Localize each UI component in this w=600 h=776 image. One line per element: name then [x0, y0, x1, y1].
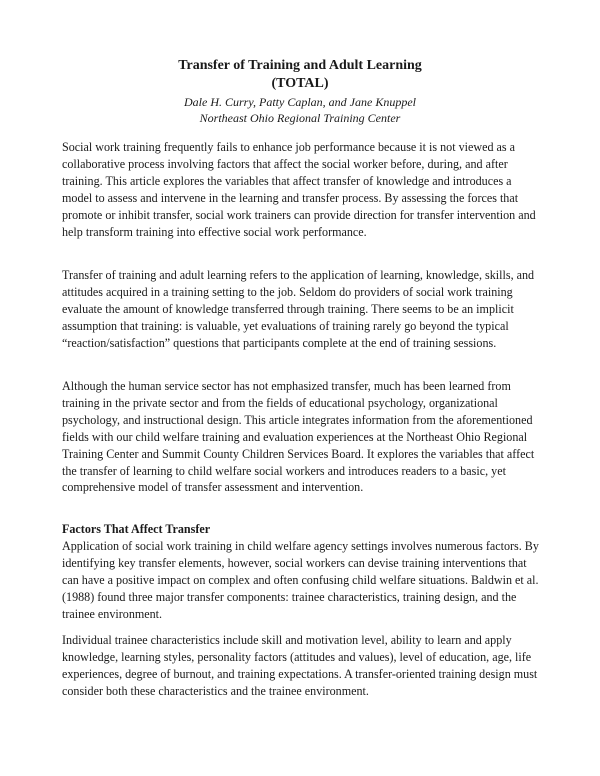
document-title: Transfer of Training and Adult Learning [178, 58, 422, 73]
body-paragraph-definition: Transfer of training and adult learning refers to the application of learning, knowledge, skills, and attitudes acquired in a training setting to the job. Seldom do providers of social work training evaluate the amount of knowledge transferred through training. There seems to be an implicit assumption that training: is valuable, yet evaluations of training rarely go beyond the typical “reaction/satisfaction” questions that participants complete at the end of training sessions. [62, 268, 535, 350]
body-paragraph-context: Although the human service sector has not emphasized transfer, much has been learned from training in the private sector and from the fields of educational psychology, organizational psychology, and instructional design. This article integrates information from the aforementioned fields with our child welfare training and evaluation experiences at the Northeast Ohio Regional Training Center and Summit County Children Services Board. It explores the variables that affect the transfer of learning to child welfare social workers and introduces readers to a basic, yet comprehensive model of transfer assessment and intervention. [62, 379, 535, 495]
section-heading: Factors That Affect Transfer [62, 522, 211, 536]
section-paragraph: Individual trainee characteristics include skill and motivation level, ability to learn and apply knowledge, learning styles, personality factors (attitudes and values), level of education, age, life experiences, degree of burnout, and training expectations. A transfer-oriented training design must consider both these characteristics and the trainee environment. [62, 633, 538, 698]
body-paragraph-abstract: Social work training frequently fails to enhance job performance because it is not viewed as a collaborative process involving factors that affect the social worker before, during, and after training. This article explores the variables that affect transfer of knowledge and introduces a model to assess and intervene in the learning and transfer process. By assessing the forces that promote or inhibit transfer, social work trainers can provide direction for transfer intervention and help transform training into effective social work performance. [62, 140, 536, 239]
document-subtitle: (TOTAL) [271, 76, 329, 91]
document-authors: Dale H. Curry, Patty Caplan, and Jane Knuppel [184, 95, 416, 109]
section-paragraph: Application of social work training in child welfare agency settings involves numerous factors. By identifying key transfer elements, however, social workers can devise training interventions that can have a positive impact on complex and often confusing child welfare situations. Baldwin et al. (1988) found three major transfer components: trainee characteristics, training design, and the trainee environment. [62, 539, 539, 621]
document-affiliation: Northeast Ohio Regional Training Center [199, 111, 401, 125]
